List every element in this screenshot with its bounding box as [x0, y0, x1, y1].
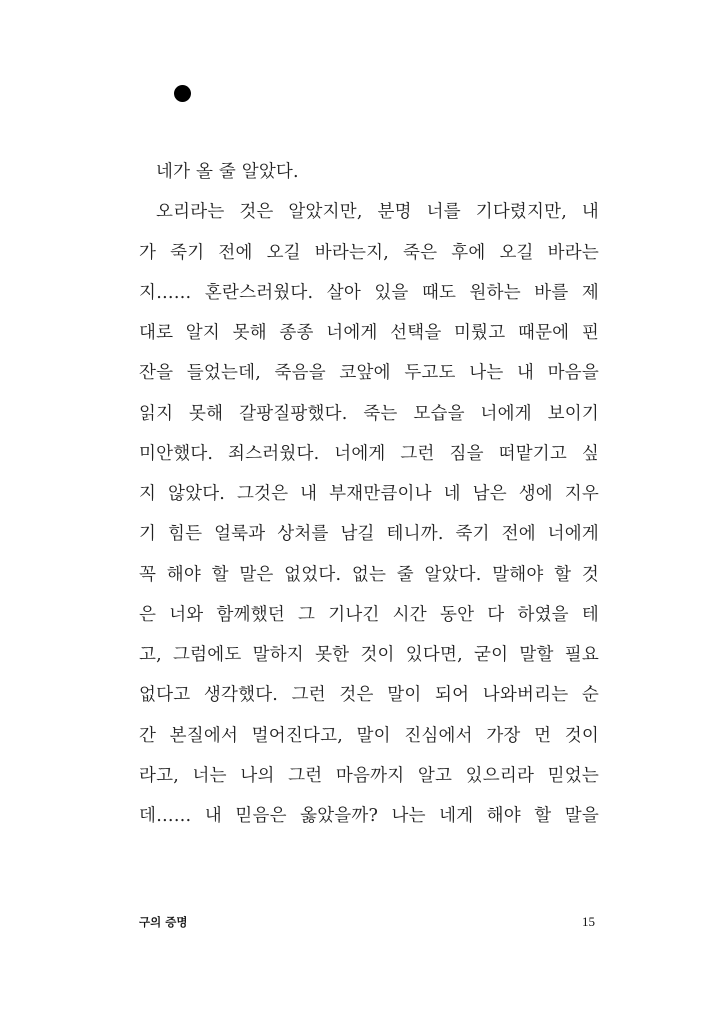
paragraph-line: 은 너와 함께했던 그 기나긴 시간 동안 다 하였을 테: [139, 604, 599, 625]
page-footer: [139, 914, 595, 934]
section-marker-bullet: [174, 85, 191, 102]
paragraph-line: 잔을 들었는데, 죽음을 코앞에 두고도 나는 내 마음을: [139, 363, 599, 384]
page-number: 15: [582, 914, 595, 929]
paragraph-line: 지…… 혼란스러웠다. 살아 있을 때도 원하는 바를 제: [139, 282, 599, 303]
paragraph-line: 데…… 내 믿음은 옳았을까? 나는 네게 해야 할 말을: [139, 806, 599, 826]
paragraph-line: 읽지 못해 갈팡질팡했다. 죽는 모습을 너에게 보이기: [139, 403, 599, 424]
paragraph-line: 없다고 생각했다. 그런 것은 말이 되어 나와버리는 순: [139, 685, 599, 706]
paragraph-line: 가 죽기 전에 오길 바라는지, 죽은 후에 오길 바라는: [139, 242, 599, 263]
paragraph-line: 대로 알지 못해 종종 너에게 선택을 미뤘고 때문에 핀: [139, 323, 599, 343]
body-text: [139, 152, 599, 836]
book-title: 구의 증명: [139, 915, 188, 929]
paragraph-line: 오리라는 것은 알았지만, 분명 너를 기다렸지만, 내: [156, 202, 599, 223]
paragraph-line: 네가 올 줄 알았다.: [156, 162, 299, 182]
paragraph-line: 미안했다. 죄스러웠다. 너에게 그런 짐을 떠맡기고 싶: [139, 443, 599, 464]
paragraph-line: 지 않았다. 그것은 내 부재만큼이나 네 남은 생에 지우: [139, 484, 599, 504]
paragraph-line: 고, 그럼에도 말하지 못한 것이 있다면, 굳이 말할 필요: [139, 645, 599, 665]
paragraph-line: 라고, 너는 나의 그런 마음까지 알고 있으리라 믿었는: [139, 765, 599, 786]
paragraph-line: 간 본질에서 멀어진다고, 말이 진심에서 가장 먼 것이: [139, 725, 599, 746]
paragraph-line: 꼭 해야 할 말은 없었다. 없는 줄 알았다. 말해야 할 것: [139, 564, 599, 585]
paragraph-line: 기 힘든 얼룩과 상처를 남길 테니까. 죽기 전에 너에게: [139, 524, 599, 545]
